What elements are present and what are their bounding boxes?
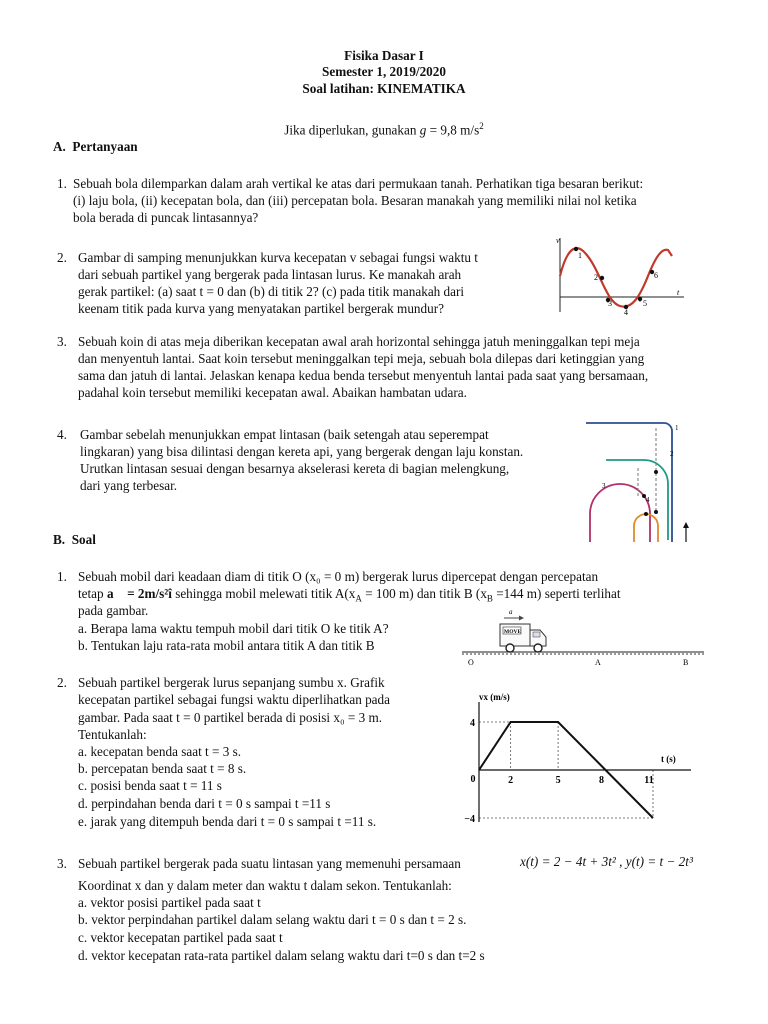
label-5: 5 — [643, 299, 647, 308]
x-tick-0: 0 — [470, 774, 476, 785]
b3-item-a: a. vektor posisi partikel pada saat t — [78, 895, 261, 910]
x-tick-5: 5 — [555, 775, 561, 786]
velocity-curve-figure — [548, 236, 688, 316]
chart-x-label: t (s) — [661, 754, 676, 764]
label-1: 1 — [578, 251, 582, 260]
b1-line2-d: =144 m) seperti terlihat — [492, 586, 621, 601]
b3-item-d: d. vektor kecepatan rata-rata partikel dalam selang waktu dari t=0 s dan t=2 s — [78, 948, 485, 963]
b3-item-b: b. vektor perpindahan partikel dalam selang waktu dari t = 0 s dan t = 2 s. — [78, 912, 467, 927]
chart-y-label: vx (m/s) — [479, 692, 510, 702]
doc-title: Fisika Dasar I — [344, 48, 424, 63]
b2-item-d: d. perpindahan benda dari t = 0 s sampai t =11 s — [78, 796, 331, 811]
track-label-1: 1 — [675, 424, 679, 432]
track-label-4: 4 — [646, 496, 650, 504]
b1-sub-b: B — [486, 593, 493, 604]
a4-line-4: dari yang terbesar. — [80, 478, 178, 493]
section-a-heading — [53, 139, 138, 156]
b2-item-c: c. posisi benda saat t = 11 s — [78, 778, 222, 793]
label-4: 4 — [624, 308, 628, 316]
b2-line-4: Tentukanlah: — [78, 727, 147, 742]
truck-wheel-front — [534, 644, 542, 652]
track-1 — [586, 423, 672, 542]
b2-item-b: b. percepatan benda saat t = 8 s. — [78, 761, 247, 776]
doc-semester: Semester 1, 2019/2020 — [322, 64, 446, 79]
a1-number: 1. — [57, 176, 67, 191]
a2-line-4: keenam titik pada kurva yang menyatakan partikel bergerak mundur? — [78, 301, 444, 316]
b1-line2-c: = 100 m) dan titik B (x — [361, 586, 487, 601]
a3-line-3: sama dan jatuh di lantai. Jelaskan kenapa kedua benda tersebut menyentuh lantai pada saat yang bersamaan, — [78, 368, 649, 383]
b3-line-2: Koordinat x dan y dalam meter dan waktu t dalam sekon. Tentukanlah: — [78, 878, 452, 893]
track-point-3 — [644, 512, 648, 516]
chart-tick-labels — [464, 718, 653, 825]
b2-item-a: a. kecepatan benda saat t = 3 s. — [78, 744, 242, 759]
a3-line-1: Sebuah koin di atas meja diberikan kecepatan awal arah horizontal sehingga jatuh meninggalkan tepi meja — [78, 334, 640, 349]
a2-line-1: Gambar di samping menunjukkan kurva kecepatan v sebagai fungsi waktu t — [78, 250, 478, 265]
accel-arrow-icon — [519, 616, 524, 621]
a4-line-3: Urutkan lintasan sesuai dengan besarnya akselerasi kereta di bagian melengkung, — [80, 461, 510, 476]
a3-number: 3. — [57, 334, 67, 349]
b2-line-2: kecepatan partikel sebagai fungsi waktu diperlihatkan pada — [78, 692, 390, 707]
velocity-time-chart — [455, 688, 695, 828]
b1-line2-a: tetap — [78, 586, 107, 601]
a4-line-1: Gambar sebelah menunjukkan empat lintasan (baik setengah atau seperempat — [80, 427, 489, 442]
section-a-label: A. — [53, 139, 66, 154]
a2-number: 2. — [57, 250, 67, 265]
section-a-title: Pertanyaan — [72, 139, 138, 154]
track-point-4 — [654, 510, 658, 514]
a4-line-2: lingkaran) yang bisa dilintasi dengan kereta api, yang bergerak dengan laju konstan. — [80, 444, 524, 459]
gravity-symbol: g — [419, 122, 427, 138]
b1-line-3: pada gambar. — [78, 603, 149, 618]
y-tick-0: 4 — [470, 718, 475, 729]
x-tick-11: 11 — [644, 775, 654, 786]
v-axis-label: v — [556, 236, 560, 245]
t-axis-label: t — [677, 288, 680, 297]
b3-equation: x(t) = 2 − 4t + 3t² , y(t) = t − 2t³ — [520, 854, 693, 869]
b3-line-1: Sebuah partikel bergerak pada suatu lintasan yang memenuhi persamaan — [78, 856, 461, 871]
b3-item-c: c. vektor kecepatan partikel pada saat t — [78, 930, 283, 945]
track-4 — [634, 514, 658, 542]
x-tick-2: 2 — [508, 775, 514, 786]
label-6: 6 — [654, 271, 658, 280]
track-label-2: 2 — [670, 450, 674, 458]
truck-figure — [458, 604, 706, 668]
a1-line-2: (i) laju bola, (ii) kecepatan bola, dan (iii) percepatan bola. Besaran manakah yang memiliki nilai nol ketika — [73, 193, 637, 208]
label-3: 3 — [608, 299, 612, 308]
truck-sign-text: MOVE — [504, 629, 522, 635]
a1-line-3: bola berada di puncak lintasannya? — [73, 210, 259, 225]
b3-number: 3. — [57, 856, 67, 871]
x-tick-8: 8 — [599, 775, 605, 786]
up-arrow-icon — [683, 522, 689, 528]
section-b-title: Soal — [71, 532, 96, 547]
a1-line-1: Sebuah bola dilemparkan dalam arah vertikal ke atas dari permukaan tanah. Perhatikan tiga besaran berikut: — [73, 176, 644, 191]
b2-item-e: e. jarak yang ditempuh benda dari t = 0 s sampai t =11 s. — [78, 814, 377, 829]
point-b-label: B — [683, 658, 689, 667]
b2-line-1: Sebuah partikel bergerak lurus sepanjang sumbu x. Grafik — [78, 675, 385, 690]
accel-label: a⃗ — [509, 608, 518, 616]
b1-accel-eq: a⃗ = 2m/s²î — [106, 586, 172, 601]
doc-subtitle: Soal latihan: KINEMATIKA — [302, 81, 466, 96]
label-2: 2 — [594, 273, 598, 282]
point-2 — [600, 276, 604, 280]
tracks-figure — [582, 418, 690, 544]
a3-line-2: dan menyentuh lantai. Saat koin tersebut meninggalkan tepi meja, sebuah bola dilepas dari ketinggian yang — [78, 351, 645, 366]
point-5 — [638, 297, 642, 301]
b1-item-a: a. Berapa lama waktu tempuh mobil dari titik O ke titik A? — [78, 621, 389, 636]
a4-number: 4. — [57, 427, 67, 442]
y-tick-2: −4 — [464, 814, 475, 825]
gravity-prefix: Jika diperlukan, gunakan — [284, 122, 420, 138]
truck-wheel-rear — [506, 644, 514, 652]
point-o-label: O — [468, 658, 474, 667]
b2-number: 2. — [57, 675, 67, 690]
a3-line-4: padahal koin tersebut memiliki kecepatan awal. Abaikan hambatan udara. — [78, 385, 467, 400]
b1-line-1: Sebuah mobil dari keadaan diam di titik O (x₀ = 0 m) bergerak lurus dipercepat dengan percepatan — [78, 569, 599, 584]
track-3 — [590, 484, 650, 542]
b1-item-b: b. Tentukan laju rata-rata mobil antara titik A dan titik B — [78, 638, 375, 653]
b1-number: 1. — [57, 569, 67, 584]
a2-line-3: gerak partikel: (a) saat t = 0 dan (b) di titik 2? (c) pada titik manakah dari — [78, 284, 465, 299]
track-point-1 — [654, 470, 658, 474]
track-label-3: 3 — [602, 482, 606, 490]
point-a-label: A — [595, 658, 601, 667]
gravity-value: = 9,8 m/s — [426, 122, 480, 138]
b1-sub-a: A — [355, 593, 362, 604]
gravity-note — [0, 118, 768, 139]
b1-line2-b: sehingga mobil melewati titik A(x — [171, 586, 356, 601]
section-b-heading — [53, 532, 96, 549]
gravity-exp: 2 — [479, 121, 484, 131]
b2-line-3: gambar. Pada saat t = 0 partikel berada di posisi x₀ = 3 m. — [78, 710, 383, 725]
truck-window — [533, 632, 540, 637]
a2-line-2: dari sebuah partikel yang bergerak pada lintasan lurus. Ke manakah arah — [78, 267, 462, 282]
section-b-label: B. — [53, 532, 66, 547]
